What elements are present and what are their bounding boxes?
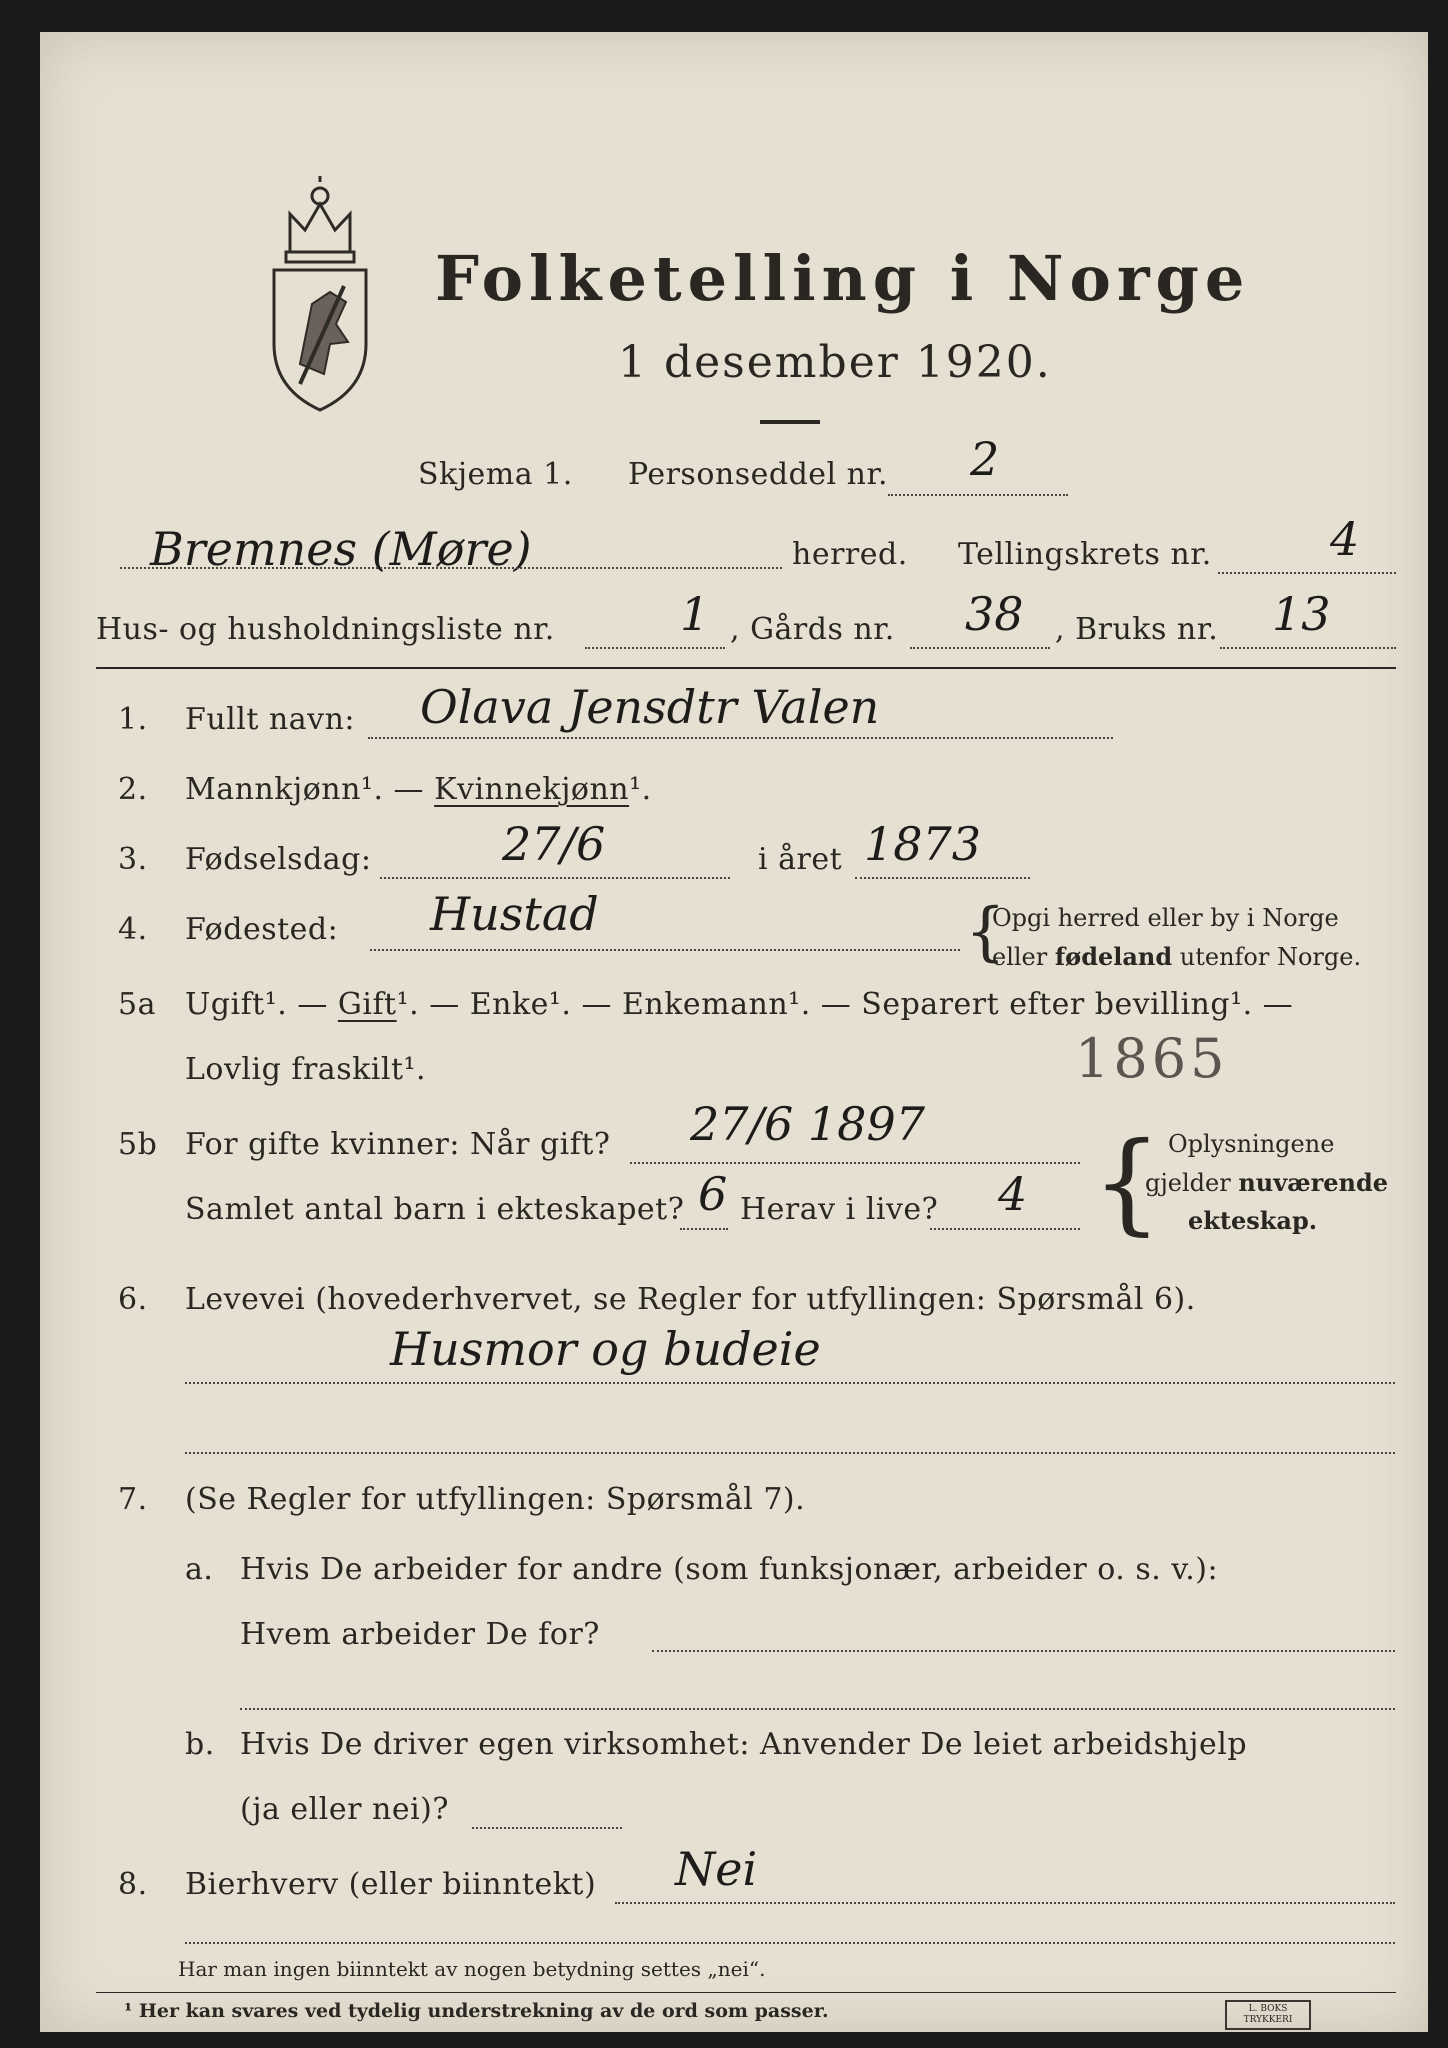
q8-note: Har man ingen biinntekt av nogen betydning settes „nei“. <box>178 1957 766 1981</box>
title-divider <box>760 420 820 424</box>
kvinnekjonn-option: Kvinnekjønn <box>434 772 630 807</box>
q7b-number: b. <box>185 1727 215 1762</box>
q3-number: 3. <box>118 842 148 877</box>
mannkjonn-option: Mannkjønn¹. — <box>185 772 425 807</box>
birthdate-value: 27/6 <box>502 817 606 871</box>
q4-number: 4. <box>118 912 148 947</box>
children-label: Samlet antal barn i ekteskapet? <box>185 1192 685 1227</box>
personseddel-label: Personseddel nr. <box>628 457 889 492</box>
bruks-label: , Bruks nr. <box>1055 612 1219 647</box>
q7b-line2: (ja eller nei)? <box>240 1792 449 1827</box>
census-form-page <box>40 32 1428 2032</box>
footnote: ¹ Her kan svares ved tydelig understrekning av de ord som passer. <box>124 2000 829 2022</box>
printer-stamp: L. BOKS TRYKKERI <box>1225 2000 1311 2030</box>
lovlig-fraskilt: Lovlig fraskilt¹. <box>185 1052 427 1087</box>
q1-number: 1. <box>118 702 148 737</box>
alive-label: Herav i live? <box>740 1192 939 1227</box>
hus-label: Hus- og husholdningsliste nr. <box>96 612 555 647</box>
census-date: 1 desember 1920. <box>618 337 1052 388</box>
q4-note-line1: Opgi herred eller by i Norge <box>992 904 1339 932</box>
birth-year-value: 1873 <box>864 817 982 871</box>
birthplace-value: Hustad <box>430 887 599 941</box>
kvinnekjonn-sup: ¹. <box>629 772 652 807</box>
footer-rule <box>96 1992 1396 1993</box>
q7-number: 7. <box>118 1482 148 1517</box>
q7a-number: a. <box>185 1552 214 1587</box>
q2-number: 2. <box>118 772 148 807</box>
q8-label: Bierhverv (eller biinntekt) <box>185 1867 597 1902</box>
side-income-value: Nei <box>675 1842 758 1896</box>
q7a-line1: Hvis De arbeider for andre (som funksjonær, arbeider o. s. v.): <box>240 1552 1219 1587</box>
tellingskrets-label: Tellingskrets nr. <box>958 537 1212 572</box>
q5b-brace: { <box>1092 1118 1162 1246</box>
q4-label: Fødested: <box>185 912 339 947</box>
q3-label: Fødselsdag: <box>185 842 372 877</box>
q8-number: 8. <box>118 1867 148 1902</box>
gards-label: , Gårds nr. <box>730 612 895 647</box>
tellingskrets-value: 4 <box>1330 512 1360 566</box>
marital-status-options: Ugift¹. — Gift¹. — Enke¹. — Enkemann¹. — Separert efter bevilling¹. — <box>185 987 1294 1022</box>
q4-brace: { <box>965 895 1006 969</box>
full-name-value: Olava Jensdtr Valen <box>420 680 880 734</box>
q5b-label: For gifte kvinner: Når gift? <box>185 1127 611 1162</box>
q6-label: Levevei (hovederhvervet, se Regler for utfyllingen: Spørsmål 6). <box>185 1282 1196 1317</box>
q5b-note-line2: gjelder nuværende <box>1145 1168 1389 1197</box>
bruks-value: 13 <box>1272 587 1331 641</box>
header-rule <box>96 667 1396 669</box>
q4-note-line2: eller fødeland utenfor Norge. <box>992 942 1362 971</box>
q1-label: Fullt navn: <box>185 702 356 737</box>
q7b-line1: Hvis De driver egen virksomhet: Anvender De leiet arbeidshjelp <box>240 1727 1248 1762</box>
q5b-note-line3: ekteskap. <box>1188 1206 1318 1235</box>
q5b-number: 5b <box>118 1127 158 1162</box>
census-title: Folketelling i Norge <box>435 242 1251 315</box>
children-total-value: 6 <box>698 1167 728 1221</box>
q7-label: (Se Regler for utfyllingen: Spørsmål 7). <box>185 1482 806 1517</box>
year-label: i året <box>758 842 843 877</box>
gender-options <box>185 772 652 807</box>
skjema-label: Skjema 1. <box>418 457 573 492</box>
gift-option: Gift <box>337 987 397 1022</box>
personseddel-value: 2 <box>970 432 1000 486</box>
occupation-value: Husmor og budeie <box>390 1322 821 1376</box>
gards-value: 38 <box>965 587 1024 641</box>
hus-value: 1 <box>680 587 710 641</box>
herred-label: herred. <box>792 537 908 572</box>
herred-value: Bremnes (Møre) <box>150 522 532 576</box>
q7a-line2: Hvem arbeider De for? <box>240 1617 600 1652</box>
q5a-number: 5a <box>118 987 156 1022</box>
marriage-date-value: 27/6 1897 <box>690 1097 925 1151</box>
q5b-note-line1: Oplysningene <box>1168 1130 1335 1158</box>
q6-number: 6. <box>118 1282 148 1317</box>
children-alive-value: 4 <box>998 1167 1028 1221</box>
margin-year-note: 1865 <box>1075 1027 1229 1090</box>
norwegian-coat-of-arms-icon <box>260 174 380 414</box>
